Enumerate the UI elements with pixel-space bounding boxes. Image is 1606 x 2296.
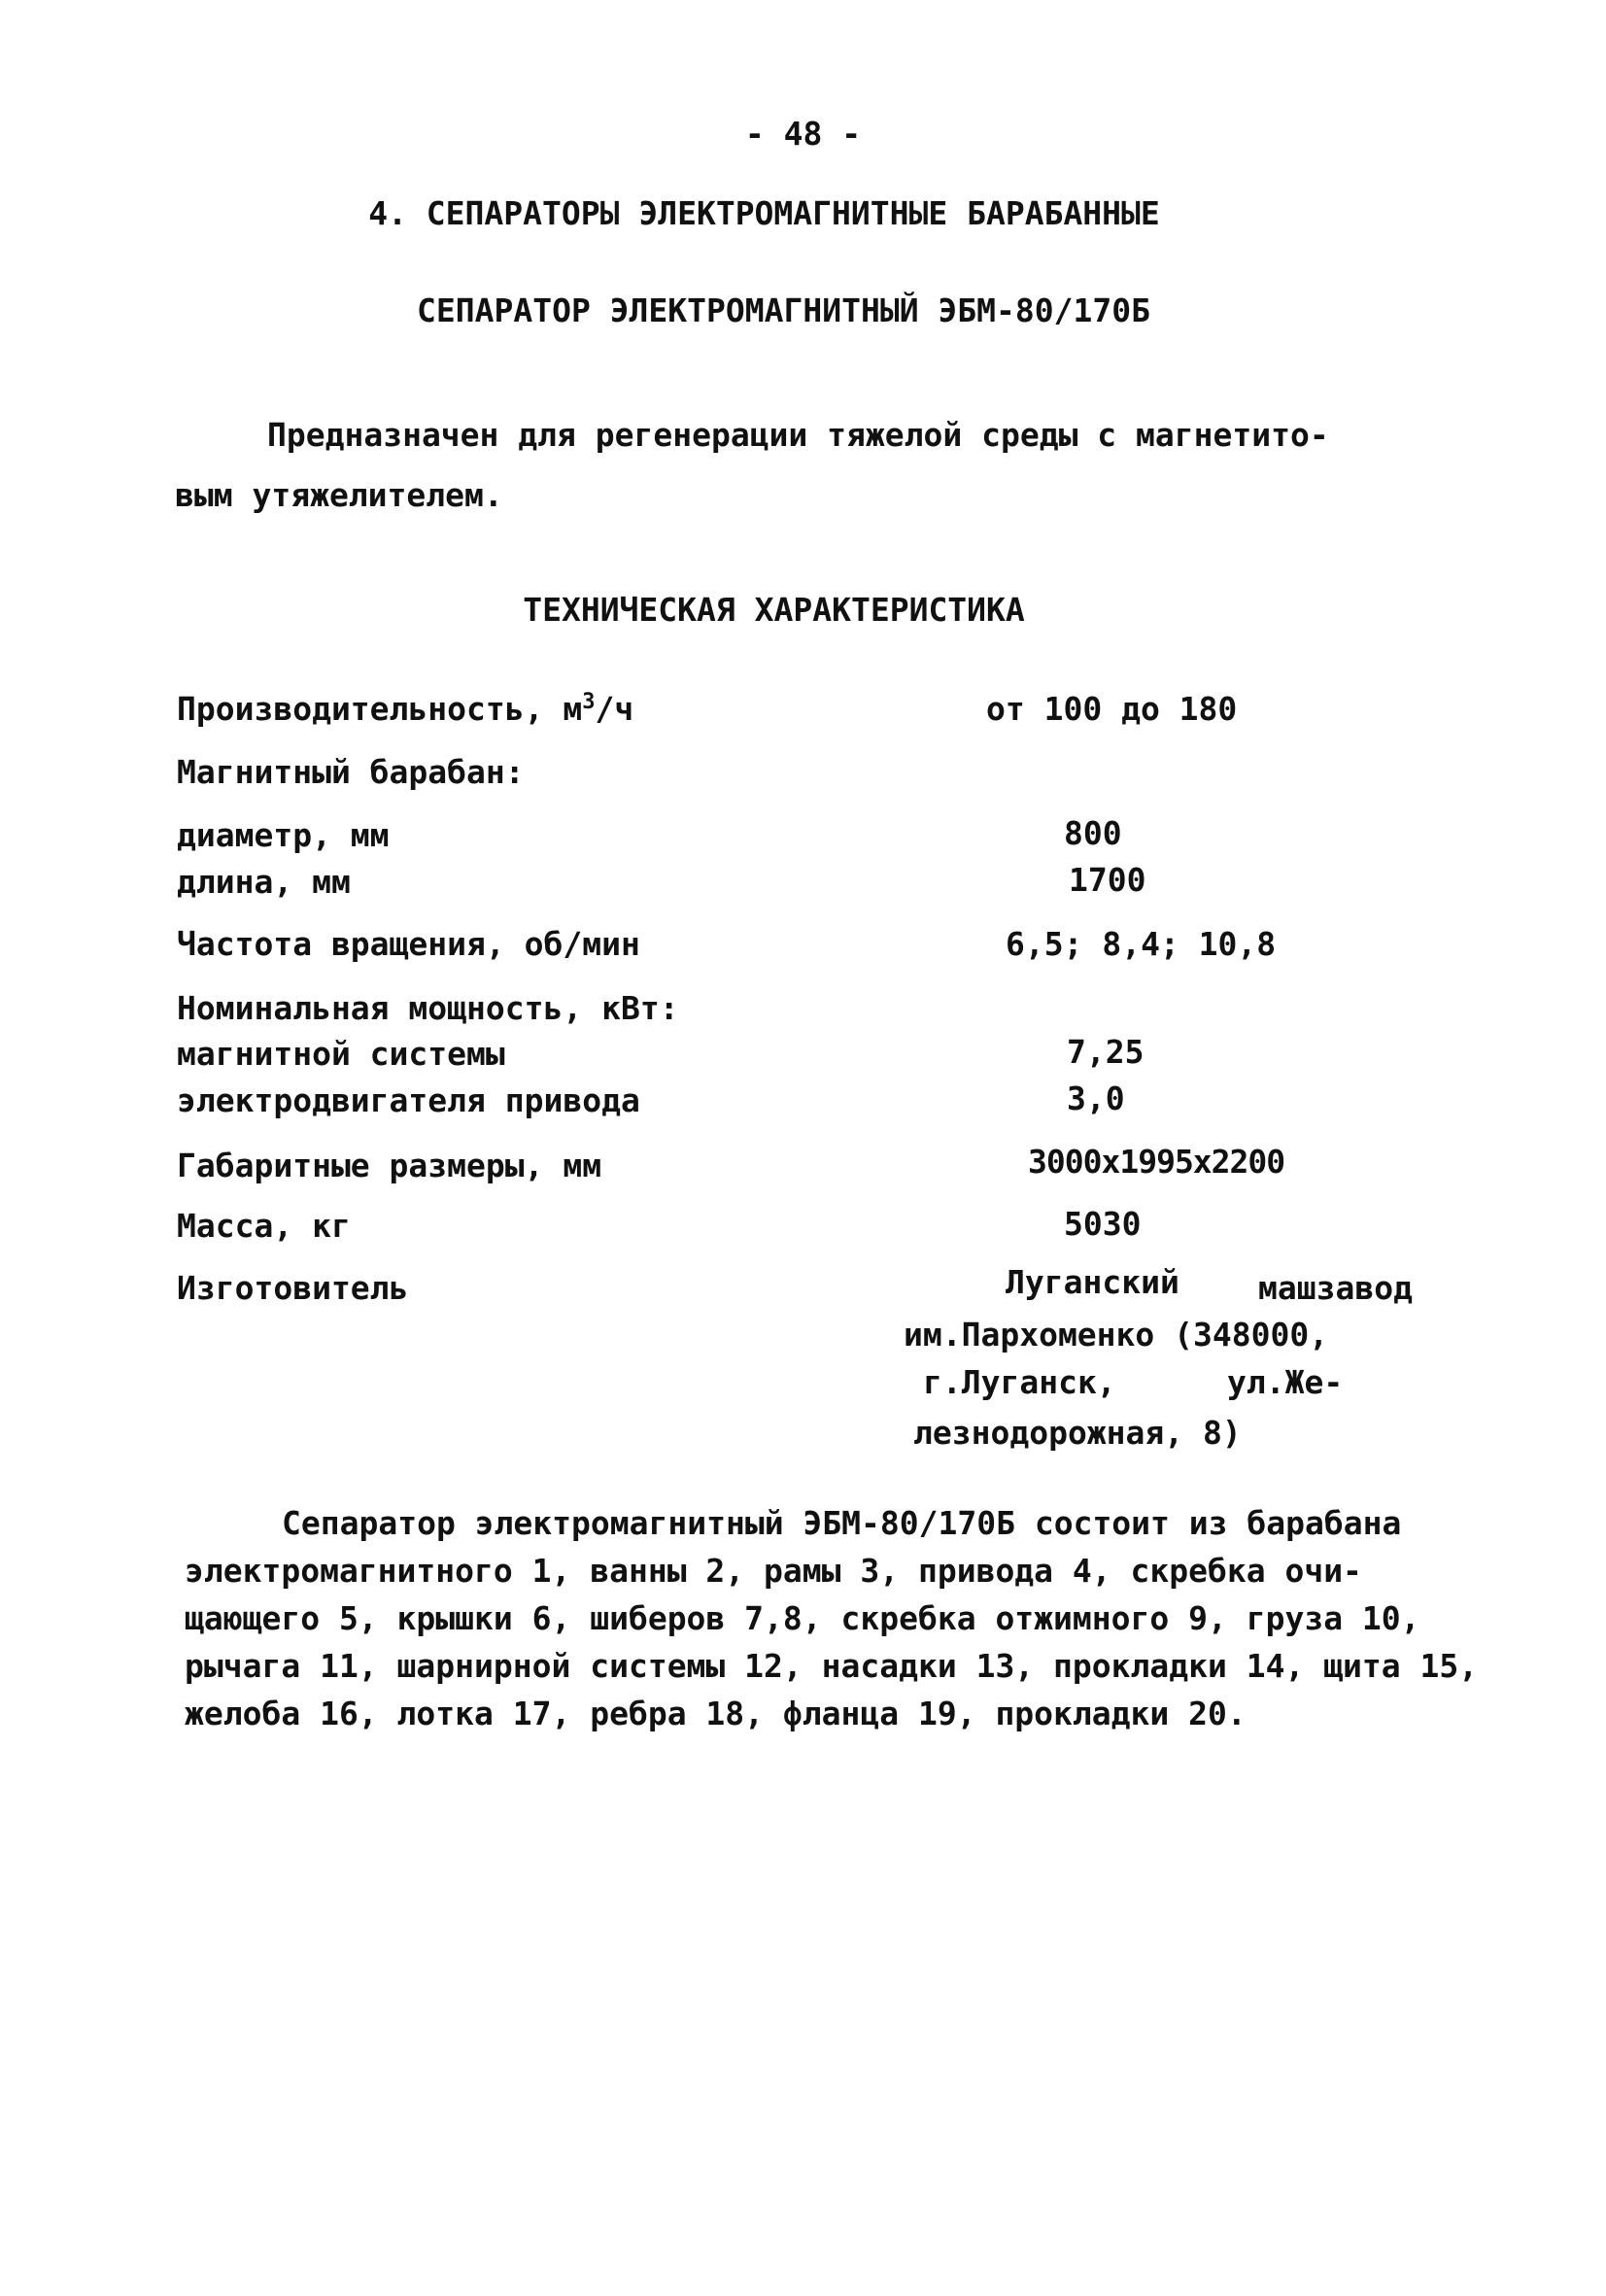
spec-productivity-label: Производительность, $м^3/ч$ [177, 690, 634, 728]
product-title: СЕПАРАТОР ЭЛЕКТРОМАГНИТНЫЙ ЭБМ-80/170Б [417, 291, 1150, 329]
specs-heading: ТЕХНИЧЕСКАЯ ХАРАКТЕРИСТИКА [523, 591, 1025, 629]
composition-line-3: щающего 5, крышки 6, шиберов 7,8, скребка отжимного 9, груза 10, [185, 1599, 1420, 1637]
spec-productivity-value: от 100 до 180 [986, 690, 1238, 728]
spec-motor-label: электродвигателя привода [177, 1081, 640, 1119]
spec-diameter-label: диаметр, мм [177, 816, 390, 854]
spec-maker-line-2: им.Пархоменко (348000, [904, 1316, 1329, 1354]
spec-maker-line-3b: ул.Же- [1227, 1363, 1344, 1401]
spec-motor-value: 3,0 [1067, 1079, 1125, 1117]
composition-line-4: рычага 11, шарнирной системы 12, насадки 13, прокладки 14, щита 15, [185, 1647, 1479, 1685]
spec-drum-label: Магнитный барабан: [177, 753, 525, 791]
composition-line-5: желоба 16, лотка 17, ребра 18, фланца 19, прокладки 20. [185, 1695, 1247, 1732]
spec-rotation-value: 6,5; 8,4; 10,8 [1006, 925, 1277, 963]
spec-magnetic-value: 7,25 [1067, 1033, 1145, 1071]
spec-dimensions-label: Габаритные размеры, мм [177, 1147, 602, 1184]
spec-maker-line-1a: Луганский [1006, 1263, 1179, 1301]
page-number: - 48 - [744, 115, 862, 153]
composition-line-2: электромагнитного 1, ванны 2, рамы 3, привода 4, скребка очи- [185, 1552, 1362, 1590]
spec-maker-line-3a: г.Луганск, [923, 1363, 1116, 1401]
spec-length-value: 1700 [1069, 861, 1146, 899]
spec-rotation-label: Частота вращения, об/мин [177, 925, 640, 963]
spec-length-label: длина, мм [177, 863, 351, 901]
section-title: 4. СЕПАРАТОРЫ ЭЛЕКТРОМАГНИТНЫЕ БАРАБАННЫЕ [368, 194, 1160, 232]
spec-mass-label: Масса, кг [177, 1207, 351, 1245]
purpose-line-1: Предназначен для регенерации тяжелой среды с магнетито- [267, 416, 1329, 454]
cubic-superscript: 3 [582, 690, 596, 714]
spec-maker-label: Изготовитель [177, 1269, 409, 1307]
spec-mass-value: 5030 [1064, 1205, 1142, 1243]
spec-maker-line-1b: машзавод [1258, 1269, 1413, 1307]
spec-power-label: Номинальная мощность, кВт: [177, 989, 679, 1027]
spec-diameter-value: 800 [1064, 814, 1122, 852]
composition-line-1: Сепаратор электромагнитный ЭБМ-80/170Б состоит из барабана [282, 1504, 1402, 1542]
spec-maker-line-4: лезнодорожная, 8) [913, 1414, 1242, 1452]
spec-magnetic-label: магнитной системы [177, 1035, 505, 1073]
spec-dimensions-value: 3000x1995x2200 [1028, 1143, 1285, 1181]
purpose-line-2: вым утяжелителем. [175, 476, 503, 514]
